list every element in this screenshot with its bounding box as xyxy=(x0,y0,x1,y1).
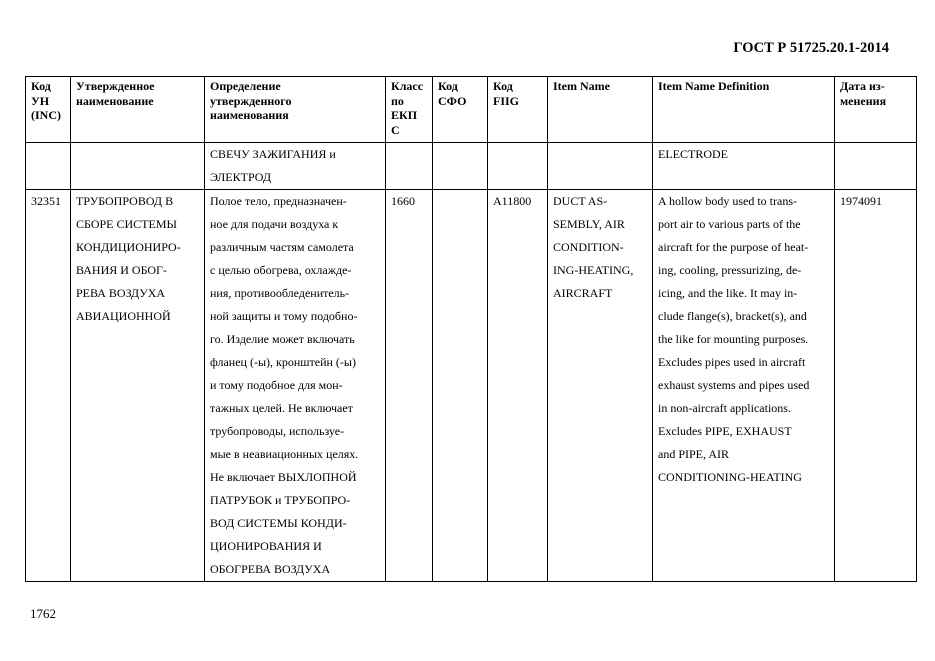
document-code: ГОСТ Р 51725.20.1-2014 xyxy=(733,40,889,56)
cell-item-name-definition xyxy=(653,143,835,190)
text-line: Код xyxy=(493,79,513,93)
text-line: наименование xyxy=(76,93,154,108)
text-line: Excludes PIPE, EXHAUST xyxy=(658,424,792,438)
text-line: ной защиты и тому подобно- xyxy=(210,309,358,323)
text-line: CONDITION- xyxy=(553,240,624,254)
text-line: Класс xyxy=(391,79,424,93)
text-line: ЕКП xyxy=(391,108,418,122)
cell-code-fiig xyxy=(488,143,548,190)
text-line: Item Name xyxy=(553,79,610,93)
text-line: ING-HEATING, xyxy=(553,263,634,277)
table-row-continuation xyxy=(26,143,917,190)
text-line: icing, and the like. It may in- xyxy=(658,286,798,300)
text-line: ОБОГРЕВА ВОЗДУХА xyxy=(210,562,331,576)
cell-item-name xyxy=(548,143,653,190)
text-line: СВЕЧУ ЗАЖИГАНИЯ и xyxy=(210,147,336,161)
text-line: различным частям самолета xyxy=(210,240,354,254)
page-number: 1762 xyxy=(30,606,56,621)
text-line: AIRCRAFT xyxy=(553,286,613,300)
text-line: ное для подачи воздуха к xyxy=(210,217,339,231)
text-line: the like for mounting purposes. xyxy=(658,332,809,346)
text-line: фланец (-ы), кронштейн (-ы) xyxy=(210,355,356,369)
cell-approved-name xyxy=(71,143,205,190)
text-line: port air to various parts of the xyxy=(658,217,801,231)
text-line: Дата из- xyxy=(840,79,885,93)
table-row-entry xyxy=(26,190,917,582)
text-line: ВАНИЯ И ОБОГ- xyxy=(76,263,167,277)
text-line: Утвержденное xyxy=(76,79,155,93)
text-line: aircraft for the purpose of heat- xyxy=(658,240,809,254)
col-header-change-date xyxy=(835,77,917,143)
cell-code-sfo xyxy=(433,190,488,582)
col-header-inc xyxy=(26,77,71,143)
text-line: clude flange(s), bracket(s), and xyxy=(658,309,807,323)
cell-definition xyxy=(205,190,386,582)
text-line: с целью обогрева, охлажде- xyxy=(210,263,352,277)
text-line: Excludes pipes used in aircraft xyxy=(658,355,806,369)
text-line: утвержденного xyxy=(210,93,292,108)
text-line: DUCT AS- xyxy=(553,194,608,208)
cell-inc: 32351 xyxy=(26,190,71,582)
text-line: по xyxy=(391,93,404,108)
text-line: СБОРЕ СИСТЕМЫ xyxy=(76,217,177,231)
text-line: Код xyxy=(31,79,51,93)
table-header-row xyxy=(26,77,917,143)
text-line: трубопроводы, используе- xyxy=(210,424,345,438)
cell-approved-name xyxy=(71,190,205,582)
text-line: ния, противообледенитель- xyxy=(210,286,350,300)
text-line: Item Name Definition xyxy=(658,79,770,93)
text-line: мые в неавиационных целях. xyxy=(210,447,359,461)
text-line: Полое тело, предназначен- xyxy=(210,194,347,208)
text-line: Не включает ВЫХЛОПНОЙ xyxy=(210,470,357,484)
cell-code-fiig: A11800 xyxy=(488,190,548,582)
text-line: Определение xyxy=(210,79,281,93)
cell-class-ekps: 1660 xyxy=(386,190,433,582)
text-line: и тому подобное для мон- xyxy=(210,378,343,392)
cell-change-date: 1974091 xyxy=(835,190,917,582)
text-line: менения xyxy=(840,93,887,108)
text-line: ЦИОНИРОВАНИЯ И xyxy=(210,539,322,553)
text-line: УН xyxy=(31,93,50,108)
text-line: ELECTRODE xyxy=(658,147,728,161)
cell-item-name-definition xyxy=(653,190,835,582)
cell-inc xyxy=(26,143,71,190)
text-line: (INC) xyxy=(31,108,61,122)
col-header-definition xyxy=(205,77,386,143)
text-line: A hollow body used to trans- xyxy=(658,194,797,208)
text-line: ing, cooling, pressurizing, de- xyxy=(658,263,802,277)
text-line: РЕВА ВОЗДУХА xyxy=(76,286,166,300)
text-line: С xyxy=(391,122,400,137)
nomenclature-table xyxy=(25,76,917,582)
text-line: тажных целей. Не включает xyxy=(210,401,353,415)
text-line: in non-aircraft applications. xyxy=(658,401,791,415)
text-line: ТРУБОПРОВОД В xyxy=(76,194,174,208)
cell-item-name xyxy=(548,190,653,582)
cell-class-ekps xyxy=(386,143,433,190)
text-line: АВИАЦИОННОЙ xyxy=(76,309,171,323)
col-header-item-name xyxy=(548,77,653,143)
cell-code-sfo xyxy=(433,143,488,190)
cell-change-date xyxy=(835,143,917,190)
text-line: SEMBLY, AIR xyxy=(553,217,625,231)
text-line: CONDITIONING-HEATING xyxy=(658,470,802,484)
text-line: го. Изделие может включать xyxy=(210,332,355,346)
text-line: наименования xyxy=(210,108,289,122)
cell-definition xyxy=(205,143,386,190)
text-line: ПАТРУБОК и ТРУБОПРО- xyxy=(210,493,351,507)
col-header-item-name-definition xyxy=(653,77,835,143)
text-line: exhaust systems and pipes used xyxy=(658,378,810,392)
col-header-code-sfo xyxy=(433,77,488,143)
text-line: СФО xyxy=(438,93,467,108)
col-header-code-fiig xyxy=(488,77,548,143)
text-line: FIIG xyxy=(493,93,520,108)
col-header-class-ekps xyxy=(386,77,433,143)
text-line: КОНДИЦИОНИРО- xyxy=(76,240,181,254)
text-line: ЭЛЕКТРОД xyxy=(210,170,272,184)
col-header-approved-name xyxy=(71,77,205,143)
text-line: Код xyxy=(438,79,458,93)
text-line: ВОД СИСТЕМЫ КОНДИ- xyxy=(210,516,347,530)
text-line: and PIPE, AIR xyxy=(658,447,730,461)
